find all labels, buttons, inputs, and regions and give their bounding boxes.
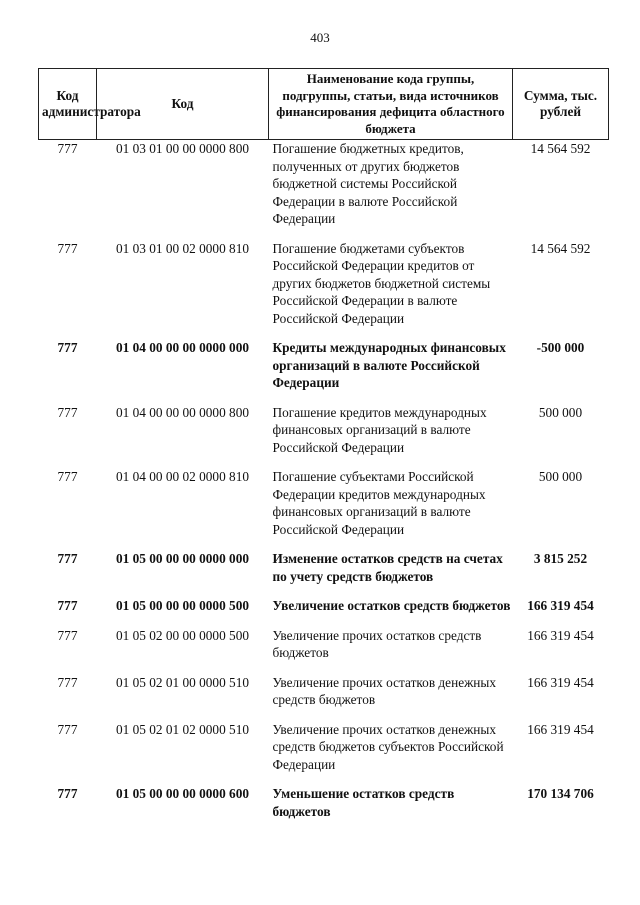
header-name: Наименование кода группы, подгруппы, статьи, вида источников финансирования дефицита областного бюджета xyxy=(269,69,513,140)
admin-code-cell: 777 xyxy=(57,141,78,156)
sum-cell: 170 134 706 xyxy=(527,786,594,801)
table-header-row xyxy=(39,69,609,140)
name-cell: Изменение остатков средств на счетах по учету средств бюджетов xyxy=(272,551,503,584)
name-cell: Увеличение остатков средств бюджетов xyxy=(272,598,511,613)
sum-cell: 166 319 454 xyxy=(527,674,594,690)
sum-cell: 166 319 454 xyxy=(527,598,594,613)
name-cell: Погашение кредитов международных финансовых организаций в валюте Российской Федерации xyxy=(272,404,487,455)
table-row xyxy=(39,550,609,597)
budget-sources-table xyxy=(38,68,609,832)
table-row xyxy=(39,404,609,469)
table-row xyxy=(39,721,609,786)
name-cell: Погашение бюджетами субъектов Российской Федерации кредитов от других бюджетов бюджетной системы Российской Федерации в валюте Российской Федерации xyxy=(272,240,491,326)
sum-cell: 14 564 592 xyxy=(530,240,591,256)
table-row xyxy=(39,468,609,550)
name-cell: Увеличение прочих остатков денежных средств бюджетов xyxy=(272,674,496,707)
table-row xyxy=(39,240,609,340)
sum-cell: 166 319 454 xyxy=(527,627,594,643)
code-cell: 01 05 00 00 00 0000 000 xyxy=(116,551,249,566)
name-cell: Увеличение прочих остатков средств бюджетов xyxy=(272,627,482,660)
header-sum: Сумма, тыс. рублей xyxy=(513,69,609,140)
admin-code-cell: 777 xyxy=(57,786,78,801)
page-number: 403 xyxy=(310,30,330,45)
code-cell: 01 03 01 00 00 0000 800 xyxy=(116,141,249,156)
table-row xyxy=(39,597,609,627)
table-row xyxy=(39,140,609,240)
code-cell: 01 03 01 00 02 0000 810 xyxy=(116,240,249,256)
header-admin-code: Код администратора xyxy=(39,69,97,140)
admin-code-cell: 777 xyxy=(57,240,78,256)
admin-code-cell: 777 xyxy=(57,627,78,643)
table-row xyxy=(39,339,609,404)
sum-cell: 500 000 xyxy=(538,469,583,484)
name-cell: Увеличение прочих остатков денежных средств бюджетов субъектов Российской Федерации xyxy=(272,721,504,772)
code-cell: 01 05 02 01 00 0000 510 xyxy=(116,674,249,690)
code-cell: 01 04 00 00 02 0000 810 xyxy=(116,469,249,484)
sum-cell: 500 000 xyxy=(538,404,583,420)
sum-cell: 14 564 592 xyxy=(530,141,591,156)
name-cell: Уменьшение остатков средств бюджетов xyxy=(272,786,455,819)
code-cell: 01 05 00 00 00 0000 500 xyxy=(116,598,249,613)
admin-code-cell: 777 xyxy=(57,340,78,355)
table-row xyxy=(39,785,609,832)
code-cell: 01 04 00 00 00 0000 000 xyxy=(116,340,249,355)
table-row xyxy=(39,674,609,721)
admin-code-cell: 777 xyxy=(57,551,78,566)
code-cell: 01 05 02 01 02 0000 510 xyxy=(116,721,249,737)
code-cell: 01 05 02 00 00 0000 500 xyxy=(116,627,249,643)
admin-code-cell: 777 xyxy=(57,404,78,420)
name-cell: Погашение субъектами Российской Федерации кредитов международных финансовых организаций в валюте Российской Федерации xyxy=(272,469,486,537)
admin-code-cell: 777 xyxy=(57,674,78,690)
sum-cell: 3 815 252 xyxy=(533,551,588,566)
name-cell: Погашение бюджетных кредитов, полученных от других бюджетов бюджетной системы Российской Федерации в валюте Российской Федерации xyxy=(272,141,464,226)
admin-code-cell: 777 xyxy=(57,721,78,737)
admin-code-cell: 777 xyxy=(57,598,78,613)
code-cell: 01 04 00 00 00 0000 800 xyxy=(116,404,249,420)
sum-cell: -500 000 xyxy=(536,340,585,355)
table-row xyxy=(39,627,609,674)
admin-code-cell: 777 xyxy=(57,469,78,484)
sum-cell: 166 319 454 xyxy=(527,721,594,737)
code-cell: 01 05 00 00 00 0000 600 xyxy=(116,786,249,801)
name-cell: Кредиты международных финансовых организаций в валюте Российской Федерации xyxy=(272,340,506,390)
header-code: Код xyxy=(97,69,269,140)
